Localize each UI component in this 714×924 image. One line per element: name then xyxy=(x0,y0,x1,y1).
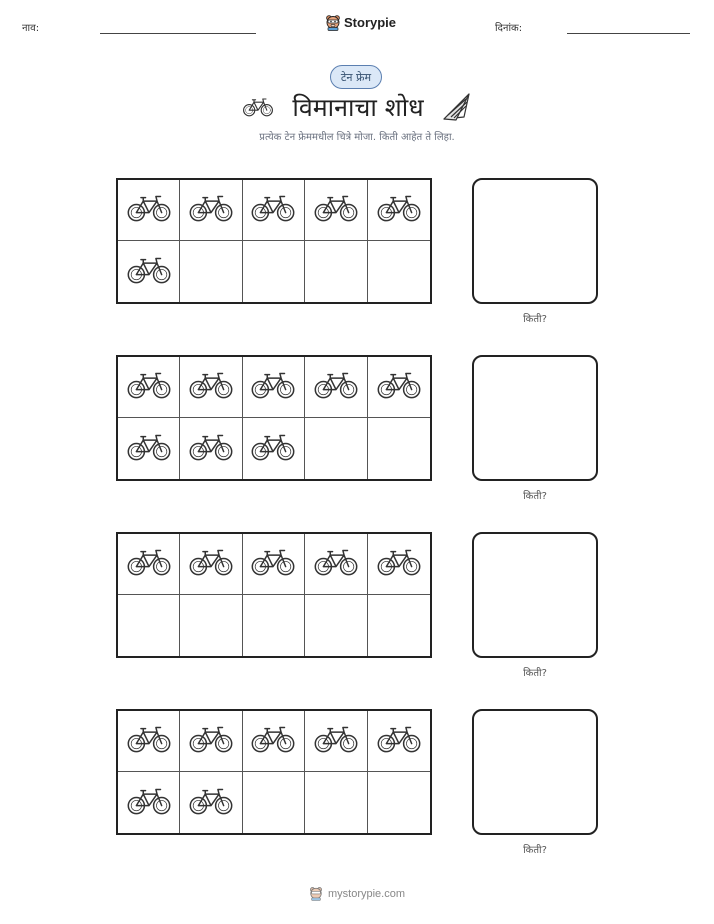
ten-frame-cell xyxy=(243,772,305,833)
bicycle-icon xyxy=(126,255,172,289)
ten-frame-cell xyxy=(305,241,367,302)
bicycle-icon xyxy=(250,724,296,758)
ten-frame-cell xyxy=(368,241,430,302)
storypie-mascot-icon xyxy=(325,14,341,31)
answer-label: किती? xyxy=(523,491,547,502)
ten-frame-cell xyxy=(118,180,180,241)
bicycle-icon xyxy=(126,370,172,404)
instructions: प्रत्येक टेन फ्रेममधील चित्रे मोजा. किती आहेत ते लिहा. xyxy=(259,132,455,143)
ten-frame xyxy=(116,178,432,304)
ten-frame-cell xyxy=(243,241,305,302)
ten-frame-cell xyxy=(305,595,367,656)
bicycle-icon xyxy=(126,193,172,227)
date-label: दिनांक: xyxy=(495,23,523,34)
answer-box[interactable] xyxy=(472,178,598,304)
bicycle-icon xyxy=(313,724,359,758)
ten-frame-cell xyxy=(305,772,367,833)
answer-label: किती? xyxy=(523,314,547,325)
bicycle-icon xyxy=(242,96,274,118)
ten-frame-cell xyxy=(243,595,305,656)
ten-frame-cell xyxy=(305,418,367,479)
topic-badge: टेन फ्रेम xyxy=(330,65,382,89)
bicycle-icon xyxy=(250,370,296,404)
ten-frame-cell xyxy=(118,534,180,595)
ten-frame-section-1 xyxy=(0,178,714,328)
ten-frame xyxy=(116,355,432,481)
bicycle-icon xyxy=(376,193,422,227)
ten-frame-section-2 xyxy=(0,355,714,505)
bicycle-icon xyxy=(188,432,234,466)
footer xyxy=(0,886,714,901)
bicycle-icon xyxy=(126,432,172,466)
ten-frame-cell xyxy=(180,418,242,479)
ten-frame-cell xyxy=(118,711,180,772)
bicycle-icon xyxy=(188,547,234,581)
ten-frame-cell xyxy=(305,534,367,595)
answer-label: किती? xyxy=(523,668,547,679)
ten-frame-cell xyxy=(368,534,430,595)
answer-label: किती? xyxy=(523,845,547,856)
bicycle-icon xyxy=(250,432,296,466)
ten-frame-cell xyxy=(368,595,430,656)
ten-frame-cell xyxy=(180,711,242,772)
bicycle-icon xyxy=(188,193,234,227)
bicycle-icon xyxy=(376,370,422,404)
ten-frame-cell xyxy=(243,418,305,479)
ten-frame-cell xyxy=(243,180,305,241)
ten-frame xyxy=(116,709,432,835)
answer-box[interactable] xyxy=(472,355,598,481)
ten-frame-cell xyxy=(180,595,242,656)
date-line[interactable] xyxy=(567,33,690,34)
answer-box[interactable] xyxy=(472,532,598,658)
bicycle-icon xyxy=(188,724,234,758)
ten-frame-cell xyxy=(118,772,180,833)
bicycle-icon xyxy=(250,193,296,227)
ten-frame-cell xyxy=(368,772,430,833)
ten-frame-cell xyxy=(368,180,430,241)
ten-frame-cell xyxy=(368,418,430,479)
bicycle-icon xyxy=(313,193,359,227)
storypie-mascot-icon xyxy=(309,886,323,901)
bicycle-icon xyxy=(313,370,359,404)
ten-frame-cell xyxy=(180,534,242,595)
ten-frame-cell xyxy=(180,241,242,302)
ten-frame-cell xyxy=(305,357,367,418)
ten-frame-cell xyxy=(118,595,180,656)
footer-url: mystorypie.com xyxy=(327,887,406,900)
ten-frame-cell xyxy=(180,180,242,241)
ten-frame-cell xyxy=(180,772,242,833)
bicycle-icon xyxy=(126,724,172,758)
ten-frame-section-4 xyxy=(0,709,714,859)
worksheet-title: विमानाचा शोध xyxy=(292,93,424,122)
name-label: नाव: xyxy=(22,23,40,34)
ten-frame-cell xyxy=(243,711,305,772)
bicycle-icon xyxy=(188,370,234,404)
ten-frame-cell xyxy=(368,711,430,772)
brand-name: Storypie xyxy=(344,15,397,30)
ten-frame-cell xyxy=(118,241,180,302)
ten-frame-cell xyxy=(305,711,367,772)
bicycle-icon xyxy=(126,786,172,820)
answer-box[interactable] xyxy=(472,709,598,835)
bicycle-icon xyxy=(376,724,422,758)
title-row xyxy=(0,90,714,124)
bicycle-icon xyxy=(126,547,172,581)
bicycle-icon xyxy=(313,547,359,581)
name-line[interactable] xyxy=(100,33,256,34)
ten-frame-cell xyxy=(180,357,242,418)
paper-plane-icon xyxy=(442,91,472,123)
ten-frame-cell xyxy=(118,418,180,479)
bicycle-icon xyxy=(376,547,422,581)
ten-frame-cell xyxy=(243,357,305,418)
ten-frame-cell xyxy=(368,357,430,418)
bicycle-icon xyxy=(250,547,296,581)
ten-frame xyxy=(116,532,432,658)
ten-frame-cell xyxy=(305,180,367,241)
bicycle-icon xyxy=(188,786,234,820)
ten-frame-cell xyxy=(243,534,305,595)
ten-frame-cell xyxy=(118,357,180,418)
ten-frame-section-3 xyxy=(0,532,714,682)
brand-logo xyxy=(325,14,396,31)
